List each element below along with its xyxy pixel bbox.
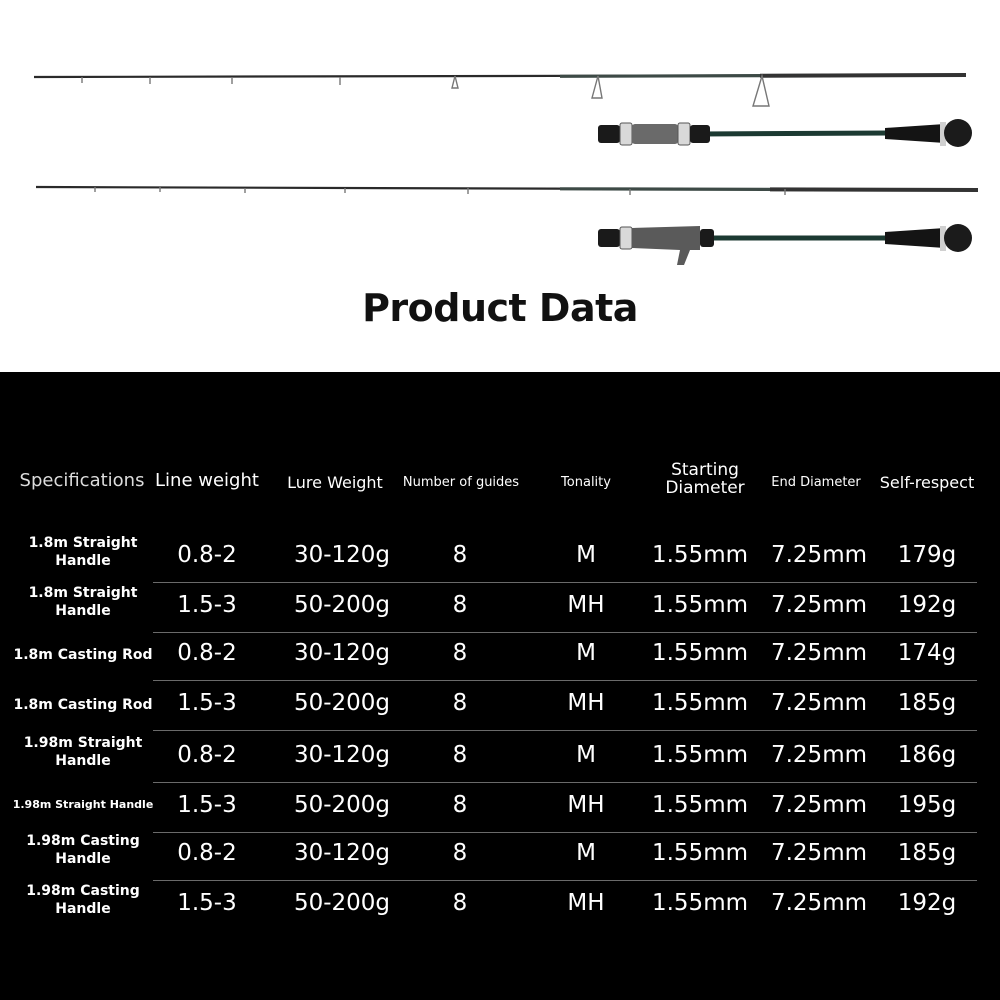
row-spec bbox=[8, 646, 158, 664]
rod-2-handle bbox=[598, 224, 972, 265]
cell-weight: 192g bbox=[897, 592, 957, 618]
cell-start: 1.55mm bbox=[651, 840, 749, 866]
row-divider bbox=[153, 782, 977, 783]
row-divider bbox=[153, 832, 977, 833]
cell-lure: 50-200g bbox=[293, 592, 391, 618]
row-spec-line1: 1.8m Straight bbox=[28, 585, 138, 601]
row-spec-line1: 1.98m Casting bbox=[26, 883, 140, 899]
row-spec bbox=[8, 734, 158, 770]
row-spec-line1: 1.98m Straight Handle bbox=[12, 798, 154, 811]
cell-tone: MH bbox=[567, 890, 605, 916]
row-spec-line2: Handle bbox=[55, 901, 111, 918]
rod-2-blank bbox=[36, 187, 978, 195]
header-starting-line2: Diameter bbox=[665, 477, 745, 498]
header-specifications: Specifications bbox=[19, 470, 145, 491]
cell-line: 1.5-3 bbox=[177, 890, 237, 916]
cell-tone: M bbox=[576, 742, 596, 768]
cell-lure: 30-120g bbox=[293, 840, 391, 866]
cell-tone: M bbox=[576, 542, 596, 568]
cell-end: 7.25mm bbox=[770, 890, 868, 916]
cell-start: 1.55mm bbox=[651, 542, 749, 568]
row-spec-line2: Handle bbox=[55, 753, 111, 770]
cell-line: 0.8-2 bbox=[177, 840, 237, 866]
cell-end: 7.25mm bbox=[770, 592, 868, 618]
cell-lure: 50-200g bbox=[293, 890, 391, 916]
rod-1-handle bbox=[598, 119, 972, 147]
cell-tone: MH bbox=[567, 592, 605, 618]
cell-start: 1.55mm bbox=[651, 640, 749, 666]
cell-end: 7.25mm bbox=[770, 742, 868, 768]
cell-tone: M bbox=[576, 840, 596, 866]
cell-guides: 8 bbox=[452, 640, 468, 666]
header-tonality: Tonality bbox=[561, 475, 611, 490]
header-starting-line1: Starting bbox=[671, 460, 739, 480]
cell-guides: 8 bbox=[452, 690, 468, 716]
row-divider bbox=[153, 582, 977, 583]
row-spec bbox=[8, 832, 158, 868]
cell-lure: 30-120g bbox=[293, 542, 391, 568]
cell-lure: 30-120g bbox=[293, 742, 391, 768]
cell-line: 1.5-3 bbox=[177, 792, 237, 818]
cell-end: 7.25mm bbox=[770, 640, 868, 666]
cell-line: 0.8-2 bbox=[177, 640, 237, 666]
row-divider bbox=[153, 632, 977, 633]
rod-1-blank bbox=[34, 75, 966, 106]
cell-lure: 50-200g bbox=[293, 792, 391, 818]
row-spec-line1: 1.8m Straight bbox=[28, 535, 138, 551]
cell-line: 0.8-2 bbox=[177, 742, 237, 768]
product-image-area bbox=[0, 0, 1000, 372]
cell-lure: 30-120g bbox=[293, 640, 391, 666]
row-spec-line2: Handle bbox=[55, 553, 111, 570]
spec-table bbox=[0, 372, 1000, 1000]
cell-guides: 8 bbox=[452, 742, 468, 768]
cell-guides: 8 bbox=[452, 840, 468, 866]
row-spec-line1: 1.98m Straight bbox=[23, 735, 143, 751]
row-spec bbox=[8, 798, 158, 812]
row-spec bbox=[8, 584, 158, 620]
cell-start: 1.55mm bbox=[651, 890, 749, 916]
row-spec-line2: Handle bbox=[55, 603, 111, 620]
cell-guides: 8 bbox=[452, 542, 468, 568]
cell-guides: 8 bbox=[452, 792, 468, 818]
cell-weight: 192g bbox=[897, 890, 957, 916]
row-divider bbox=[153, 880, 977, 881]
header-starting-diameter bbox=[650, 462, 760, 498]
cell-start: 1.55mm bbox=[651, 690, 749, 716]
cell-start: 1.55mm bbox=[651, 792, 749, 818]
row-divider bbox=[153, 680, 977, 681]
cell-end: 7.25mm bbox=[770, 542, 868, 568]
row-spec bbox=[8, 882, 158, 918]
cell-end: 7.25mm bbox=[770, 840, 868, 866]
cell-weight: 185g bbox=[897, 690, 957, 716]
cell-weight: 186g bbox=[897, 742, 957, 768]
page-title: Product Data bbox=[362, 286, 638, 330]
cell-tone: MH bbox=[567, 690, 605, 716]
cell-start: 1.55mm bbox=[651, 742, 749, 768]
row-spec-line1: 1.98m Casting bbox=[26, 833, 140, 849]
cell-weight: 195g bbox=[897, 792, 957, 818]
cell-end: 7.25mm bbox=[770, 690, 868, 716]
row-spec bbox=[8, 534, 158, 570]
row-spec-line1: 1.8m Casting Rod bbox=[13, 647, 153, 663]
header-end-diameter: End Diameter bbox=[771, 475, 861, 490]
cell-tone: MH bbox=[567, 792, 605, 818]
row-spec bbox=[8, 696, 158, 714]
cell-end: 7.25mm bbox=[770, 792, 868, 818]
cell-guides: 8 bbox=[452, 890, 468, 916]
cell-guides: 8 bbox=[452, 592, 468, 618]
cell-line: 1.5-3 bbox=[177, 592, 237, 618]
cell-lure: 50-200g bbox=[293, 690, 391, 716]
header-line-weight: Line weight bbox=[155, 470, 259, 491]
cell-weight: 179g bbox=[897, 542, 957, 568]
row-divider bbox=[153, 730, 977, 731]
cell-start: 1.55mm bbox=[651, 592, 749, 618]
row-spec-line2: Handle bbox=[55, 851, 111, 868]
header-number-of-guides: Number of guides bbox=[402, 475, 520, 490]
row-spec-line1: 1.8m Casting Rod bbox=[13, 697, 153, 713]
cell-line: 0.8-2 bbox=[177, 542, 237, 568]
header-lure-weight: Lure Weight bbox=[287, 473, 383, 492]
cell-weight: 185g bbox=[897, 840, 957, 866]
cell-tone: M bbox=[576, 640, 596, 666]
header-self-respect: Self-respect bbox=[879, 473, 975, 492]
cell-weight: 174g bbox=[897, 640, 957, 666]
cell-line: 1.5-3 bbox=[177, 690, 237, 716]
